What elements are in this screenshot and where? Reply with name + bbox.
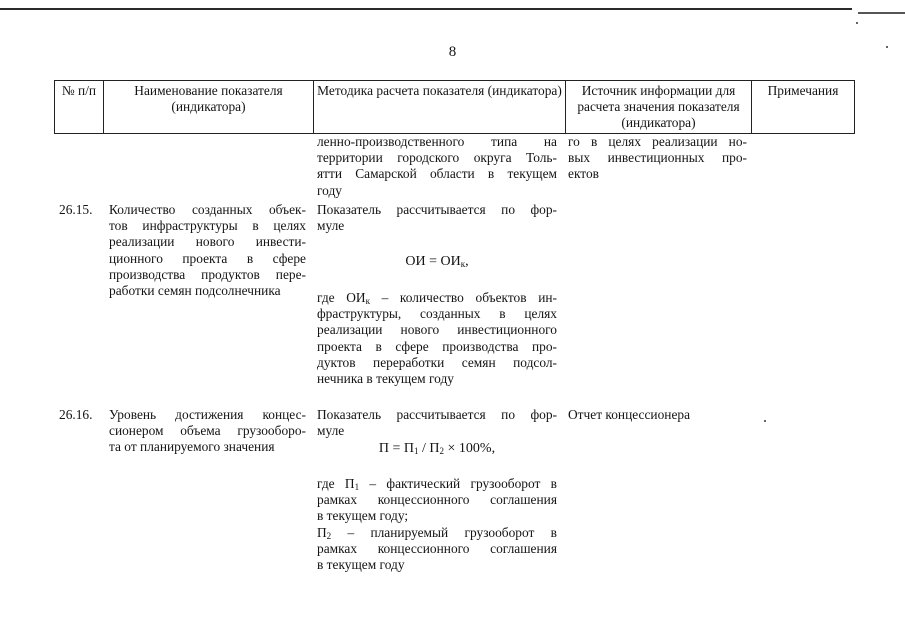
text-line: ленно-производственного типа на (317, 134, 557, 149)
indicator-name (109, 407, 306, 456)
text-line: в текущем году; (317, 508, 409, 524)
top-rule (0, 8, 852, 10)
formula: ОИ = $ОИ_к$, (405, 254, 469, 269)
header-notes: Примечания (752, 81, 855, 134)
text-line: проекта в сфере производства про- (317, 338, 557, 354)
text-line: работки семян подсолнечника (109, 283, 281, 299)
continued-source (568, 134, 747, 183)
text-line: вых инвестиционных про- (568, 150, 747, 166)
text-line: реализации нового инвести- (109, 234, 306, 250)
text-line: Показатель рассчитывается по фор- (317, 407, 557, 422)
text-line: дуктов переработки семян подсол- (317, 354, 557, 370)
text-line: ционного проекта в сфере (109, 250, 306, 266)
text-line: нечника в текущем году (317, 371, 454, 387)
row-number: 26.16. (59, 407, 93, 422)
row-number: 26.15. (59, 202, 93, 217)
header-num: № п/п (55, 81, 104, 134)
text-line: году (317, 182, 342, 198)
method-intro (317, 407, 557, 439)
header-method: Методика расчета показателя (индикатора) (314, 81, 566, 134)
information-source: Отчет концессионера (568, 407, 691, 422)
formula-explanation (317, 290, 557, 387)
text-line: муле (317, 218, 345, 234)
text-line: го в целях реализации но- (568, 134, 747, 149)
text-line: реализации нового инвестиционного (317, 322, 557, 338)
text-line: территории городского округа Толь- (317, 150, 557, 166)
text-line: ятти Самарской области в текущем (317, 166, 557, 182)
text-line: муле (317, 423, 345, 439)
text-line: где $ОИ_к$ – количество объектов ин- (317, 290, 557, 306)
formula-explanation (317, 476, 557, 573)
text-line: та от планируемого значения (109, 439, 275, 455)
text-line: ектов (568, 166, 599, 182)
text-line: производства продуктов пере- (109, 266, 306, 282)
top-rule-right (858, 12, 905, 14)
text-line: тов инфраструктуры в целях (109, 218, 306, 234)
scan-speck (764, 420, 766, 422)
formula: $П = П_1 / П_2 \times 100\%$, (378, 441, 496, 456)
text-line: сионером объема грузооборо- (109, 423, 306, 439)
continued-method (317, 134, 557, 199)
text-line: рамках концессионного соглашения (317, 540, 557, 556)
text-line: Количество созданных объек- (109, 202, 306, 217)
table-header (54, 80, 855, 134)
header-name: Наименование показателя (индикатора) (104, 81, 314, 134)
text-line: Показатель рассчитывается по фор- (317, 202, 557, 217)
text-line: Уровень достижения концес- (109, 407, 306, 422)
header-source: Источник информации для расчета значения показателя (индикатора) (566, 81, 752, 134)
method-intro (317, 202, 557, 234)
page-number: 8 (448, 44, 457, 60)
text-line: фраструктуры, созданных в целях (317, 306, 557, 322)
indicator-name (109, 202, 306, 299)
scan-speck (856, 22, 858, 24)
text-line: $П_2$ – планируемый грузооборот в (317, 524, 557, 541)
text-line: в текущем году (317, 557, 405, 573)
text-line: рамках концессионного соглашения (317, 492, 557, 508)
text-line: где $П_1$ – фактический грузооборот в (317, 476, 557, 492)
